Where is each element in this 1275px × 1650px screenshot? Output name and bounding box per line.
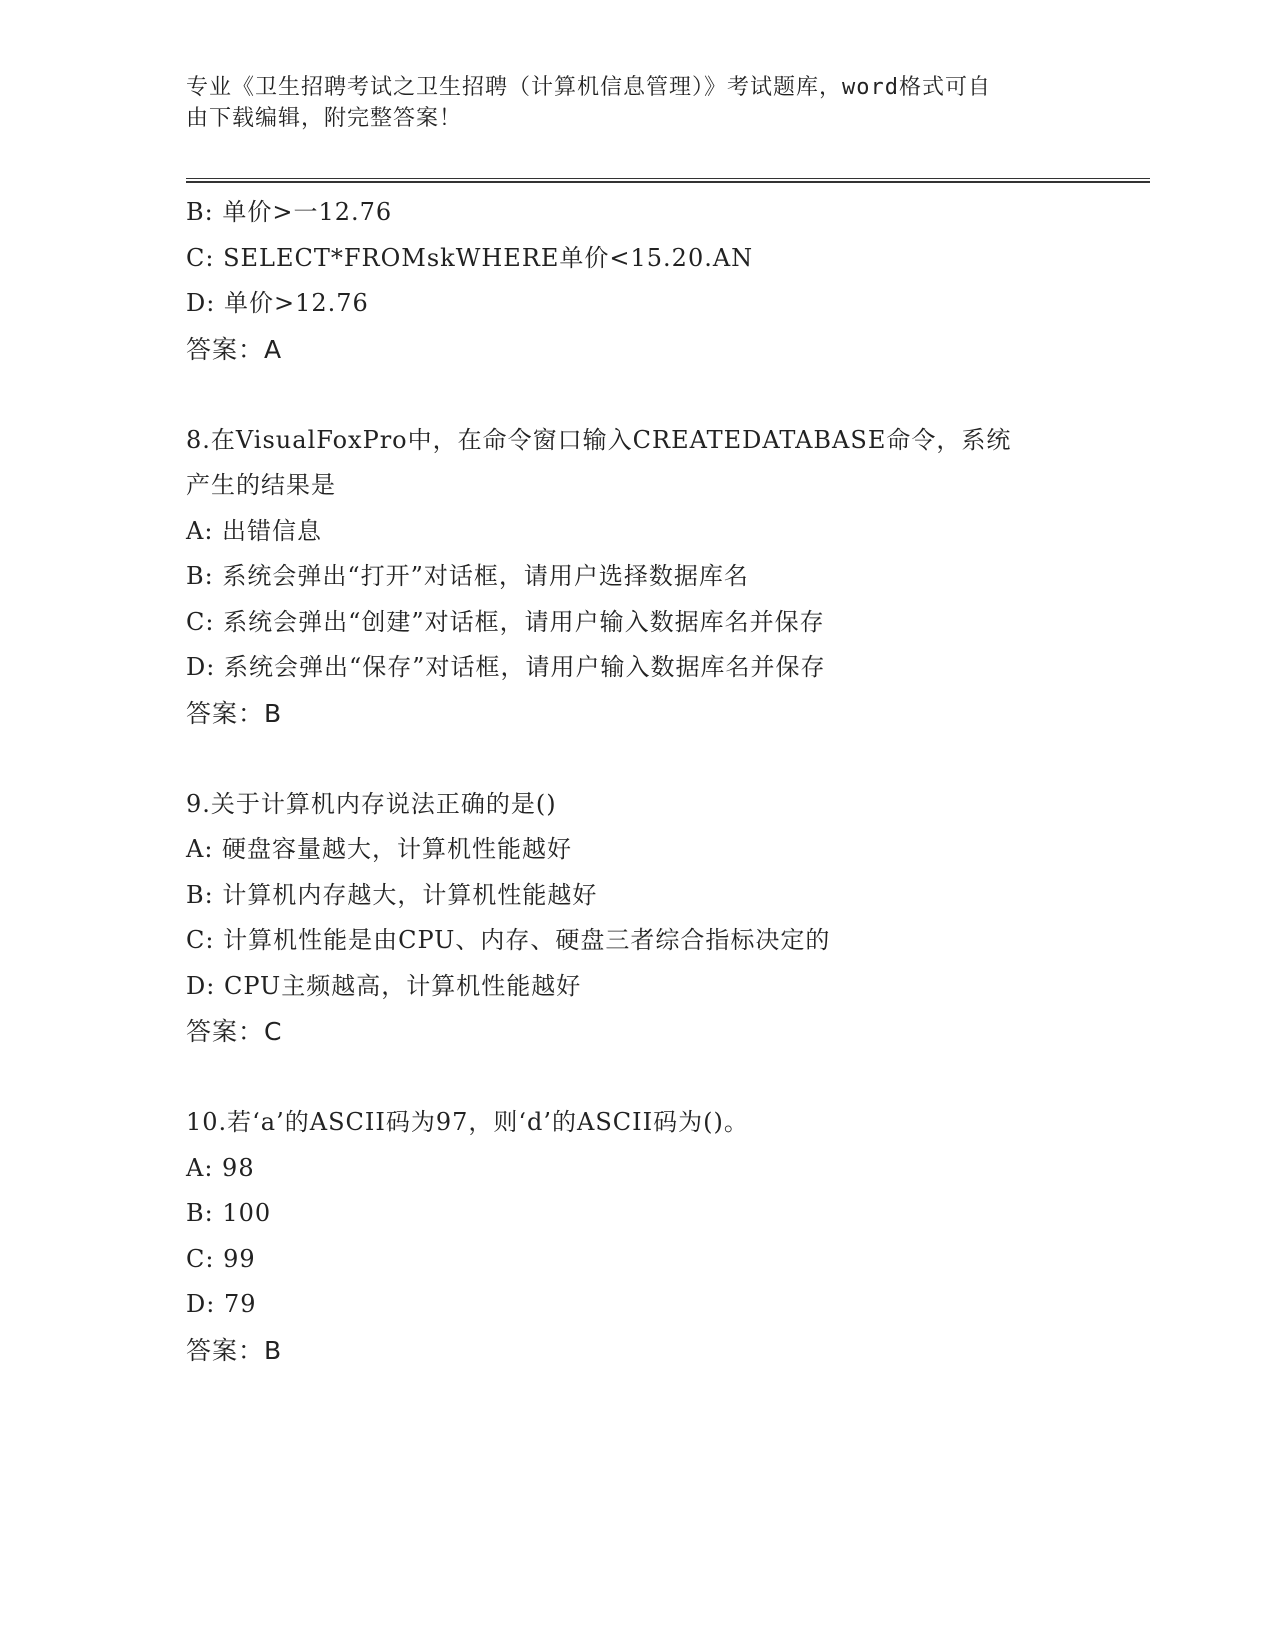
spacer (186, 736, 1086, 782)
question-9-stem: 9.关于计算机内存说法正确的是() (186, 789, 557, 818)
header-divider-thick (186, 181, 1150, 183)
question-8 (186, 418, 1086, 737)
question-8-option-b: B: 系统会弹出“打开”对话框，请用户选择数据库名 (186, 562, 749, 590)
question-9 (186, 782, 1086, 1055)
question-9-option-b: B: 计算机内存越大，计算机性能越好 (186, 880, 598, 909)
question-10-option-b: B: 100 (186, 1199, 272, 1227)
question-10 (186, 1100, 1086, 1373)
question-9-option-d: D: CPU主频越高，计算机性能越好 (186, 971, 582, 1000)
question-10-option-a: A: 98 (186, 1153, 255, 1182)
question-7-tail (186, 190, 1086, 372)
spacer (186, 372, 1086, 418)
question-8-option-c: C: 系统会弹出“创建”对话框，请用户输入数据库名并保存 (186, 607, 825, 636)
header-line-1: 专业《卫生招聘考试之卫生招聘（计算机信息管理）》考试题库，word格式可自 (186, 75, 991, 100)
question-10-option-d: D: 79 (186, 1290, 257, 1318)
question-7-answer: 答案：A (186, 334, 283, 364)
spacer (186, 1055, 1086, 1101)
question-9-option-c: C: 计算机性能是由CPU、内存、硬盘三者综合指标决定的 (186, 926, 831, 954)
question-9-answer: 答案：C (186, 1017, 283, 1046)
question-7-option-d: D: 单价>12.76 (186, 289, 369, 317)
question-8-answer: 答案：B (186, 698, 283, 728)
question-8-option-d: D: 系统会弹出“保存”对话框，请用户输入数据库名并保存 (186, 653, 826, 681)
header-line-2: 由下载编辑，附完整答案！ (186, 106, 463, 131)
question-8-option-a: A: 出错信息 (186, 516, 323, 545)
header-divider-thin (186, 178, 1150, 179)
question-7-option-c: C: SELECT*FROMskWHERE单价<15.20.AN (186, 243, 754, 272)
question-9-option-a: A: 硬盘容量越大，计算机性能越好 (186, 835, 573, 863)
document-header (186, 72, 1066, 134)
question-list (186, 190, 1086, 1373)
question-10-option-c: C: 99 (186, 1244, 256, 1273)
question-8-stem-line-1: 8.在VisualFoxPro中，在命令窗口输入CREATEDATABASE命令，系统 (186, 425, 1012, 454)
question-7-option-b: B: 单价>一12.76 (186, 198, 393, 226)
question-10-answer: 答案：B (186, 1335, 283, 1365)
question-10-stem: 10.若‘a’的ASCII码为97，则‘d’的ASCII码为()。 (186, 1108, 749, 1136)
question-8-stem-line-2: 产生的结果是 (186, 471, 336, 499)
